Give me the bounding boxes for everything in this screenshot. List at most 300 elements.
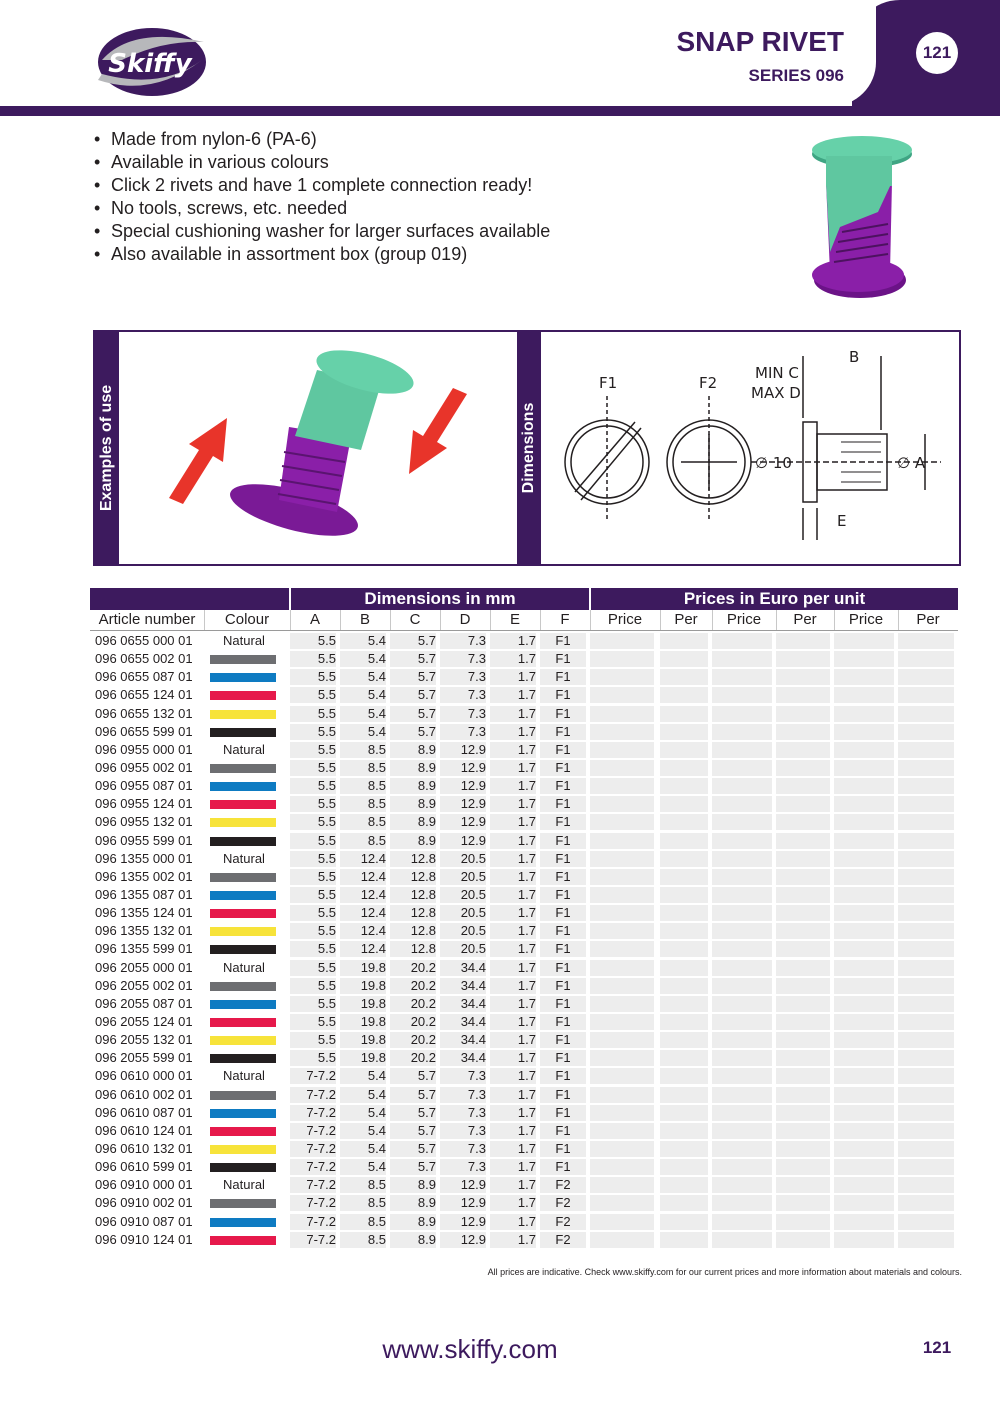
dimension-cell: 1.7 [490,1014,536,1030]
price-cell [590,1105,654,1121]
price-cell [776,905,830,921]
form-cell: F1 [540,833,586,849]
article-number: 096 0655 002 01 [95,651,205,667]
column-header: B [359,611,370,628]
dimension-cell: 5.5 [290,724,336,740]
price-cell [834,1014,894,1030]
label-f1: F1 [599,374,618,392]
dimension-cell: 12.8 [390,887,436,903]
colour-swatch [210,728,276,737]
colour-swatch [210,982,276,991]
price-cell [898,905,954,921]
dimensions-label-bar [517,332,541,564]
logo-text: Skiffy [108,49,192,79]
price-cell [590,724,654,740]
price-cell [660,814,708,830]
price-cell [776,724,830,740]
feature-item: • Click 2 rivets and have 1 complete connection ready! [92,174,550,197]
form-cell: F1 [540,633,586,649]
table-row [90,668,958,686]
price-cell [660,941,708,957]
dimension-cell: 34.4 [440,1014,486,1030]
article-number: 096 2055 002 01 [95,978,205,994]
dimension-cell: 5.5 [290,833,336,849]
table-row [90,1122,958,1140]
form-cell: F1 [540,1141,586,1157]
price-cell [776,1050,830,1066]
product-table-body [90,632,958,1249]
price-cell [898,1177,954,1193]
price-cell [834,814,894,830]
label-b: B [849,348,860,366]
price-cell [712,960,772,976]
dimension-cell: 8.5 [340,1232,386,1248]
dimension-cell: 1.7 [490,633,536,649]
article-number: 096 0610 002 01 [95,1087,205,1103]
dimension-cell: 1.7 [490,814,536,830]
dimension-cell: 1.7 [490,724,536,740]
price-cell [712,1141,772,1157]
price-cell [776,1123,830,1139]
skiffy-logo [92,20,210,100]
article-number: 096 2055 132 01 [95,1032,205,1048]
dimension-cell: 5.5 [290,869,336,885]
article-number: 096 0955 132 01 [95,814,205,830]
form-cell: F1 [540,960,586,976]
website-link[interactable]: www.skiffy.com [382,1334,558,1364]
dimension-cell: 8.5 [340,742,386,758]
price-cell [898,887,954,903]
label-max-d: MAX D [751,384,801,402]
colour-swatch [210,1000,276,1009]
dimension-cell: 7-7.2 [290,1105,336,1121]
article-number: 096 0910 124 01 [95,1232,205,1248]
table-row [90,650,958,668]
table-row [90,759,958,777]
price-cell [898,941,954,957]
dimension-cell: 5.5 [290,633,336,649]
price-cell [898,669,954,685]
price-cell [590,833,654,849]
price-cell [660,1141,708,1157]
dimension-cell: 1.7 [490,960,536,976]
price-cell [834,869,894,885]
price-cell [712,905,772,921]
label-f2: F2 [699,374,718,392]
column-header: Colour [224,611,270,628]
dimension-cell: 7-7.2 [290,1068,336,1084]
price-cell [712,887,772,903]
price-cell [898,1141,954,1157]
dimension-cell: 1.7 [490,651,536,667]
dimension-cell: 1.7 [490,905,536,921]
form-cell: F2 [540,1195,586,1211]
page-subtitle: SERIES 096 [748,66,844,85]
price-cell [590,1214,654,1230]
dimension-cell: 5.4 [340,651,386,667]
dimension-cell: 5.7 [390,633,436,649]
dimension-cell: 20.5 [440,851,486,867]
dimension-cell: 1.7 [490,887,536,903]
price-cell [590,1177,654,1193]
dimension-cell: 1.7 [490,996,536,1012]
column-header: Per [916,611,940,628]
table-row [90,922,958,940]
price-cell [834,1050,894,1066]
table-row [90,1158,958,1176]
article-number: 096 0610 599 01 [95,1159,205,1175]
price-cell [712,633,772,649]
colour-swatch [210,1054,276,1063]
article-number: 096 0955 000 01 [95,742,205,758]
column-header: A [309,611,320,628]
dimension-cell: 1.7 [490,941,536,957]
dimension-cell: 5.5 [290,978,336,994]
dimension-cell: 1.7 [490,687,536,703]
price-cell [660,1050,708,1066]
price-cell [776,887,830,903]
form-cell: F1 [540,760,586,776]
price-cell [712,833,772,849]
colour-swatch [210,891,276,900]
dimension-cell: 7.3 [440,669,486,685]
price-cell [660,978,708,994]
form-cell: F1 [540,742,586,758]
price-cell [660,1195,708,1211]
price-cell [660,1214,708,1230]
dimension-cell: 5.5 [290,996,336,1012]
dimension-cell: 1.7 [490,1123,536,1139]
colour-label: Natural [223,633,265,648]
price-cell [660,633,708,649]
price-cell [776,1195,830,1211]
table-row [90,904,958,922]
feature-item: • Special cushioning washer for larger surfaces available [92,220,550,243]
examples-of-use-image [119,332,517,564]
price-cell [712,923,772,939]
price-cell [898,742,954,758]
form-cell: F1 [540,1032,586,1048]
feature-item: • Made from nylon-6 (PA-6) [92,128,550,151]
colour-label: Natural [223,959,265,975]
article-number: 096 0655 000 01 [95,633,205,649]
dimension-cell: 12.8 [390,851,436,867]
dimension-cell: 5.5 [290,1032,336,1048]
price-cell [898,923,954,939]
table-row [90,813,958,831]
price-cell [712,814,772,830]
colour-swatch [210,800,276,809]
dimensions-drawing [541,332,959,564]
dimension-cell: 20.2 [390,960,436,976]
price-cell [834,778,894,794]
dimension-cell: 19.8 [340,1032,386,1048]
price-cell [660,669,708,685]
dimension-cell: 7.3 [440,1159,486,1175]
colour-swatch [210,909,276,918]
article-number: 096 0655 599 01 [95,724,205,740]
price-cell [590,1087,654,1103]
column-header: Per [793,611,817,628]
price-cell [590,760,654,776]
price-cell [660,687,708,703]
price-cell [776,1159,830,1175]
price-cell [776,1068,830,1084]
price-cell [834,1214,894,1230]
price-cell [776,851,830,867]
price-cell [712,706,772,722]
price-cell [776,760,830,776]
table-row [90,686,958,704]
article-number: 096 0655 124 01 [95,687,205,703]
price-cell [834,887,894,903]
colour-label: Natural [223,1068,265,1084]
label-dia-a: ∅ A [897,454,926,472]
price-cell [776,706,830,722]
price-cell [898,1087,954,1103]
dimension-cell: 8.5 [340,814,386,830]
form-cell: F1 [540,941,586,957]
article-number: 096 0910 000 01 [95,1177,205,1193]
price-cell [660,706,708,722]
price-cell [712,1050,772,1066]
price-cell [834,923,894,939]
price-cell [776,633,830,649]
dimension-cell: 5.7 [390,1141,436,1157]
price-cell [834,706,894,722]
dimension-cell: 1.7 [490,1159,536,1175]
price-cell [660,960,708,976]
price-cell [776,778,830,794]
dimension-cell: 7.3 [440,1068,486,1084]
article-number: 096 2055 087 01 [95,996,205,1012]
colour-swatch [210,837,276,846]
colour-swatch [210,873,276,882]
dimension-cell: 1.7 [490,1068,536,1084]
dimension-cell: 1.7 [490,1195,536,1211]
article-number: 096 0610 132 01 [95,1141,205,1157]
price-cell [834,633,894,649]
dimension-cell: 1.7 [490,1105,536,1121]
table-row [90,1013,958,1031]
price-cell [660,833,708,849]
price-cell [898,706,954,722]
dimension-cell: 12.8 [390,869,436,885]
column-header: F [560,611,570,628]
price-cell [590,887,654,903]
colour-swatch [210,945,276,954]
article-number: 096 1355 087 01 [95,887,205,903]
colour-swatch [210,1163,276,1172]
price-cell [834,833,894,849]
dimension-cell: 5.4 [340,1087,386,1103]
price-cell [834,687,894,703]
price-cell [712,996,772,1012]
price-cell [590,651,654,667]
feature-item: • Available in various colours [92,151,550,174]
table-row [90,723,958,741]
price-cell [712,851,772,867]
price-cell [590,1195,654,1211]
form-cell: F1 [540,796,586,812]
price-cell [660,1014,708,1030]
dimension-cell: 12.9 [440,833,486,849]
table-row [90,1231,958,1249]
price-cell [590,851,654,867]
dimension-cell: 5.5 [290,851,336,867]
price-cell [898,1195,954,1211]
price-cell [590,1068,654,1084]
price-cell [660,996,708,1012]
price-cell [660,1105,708,1121]
price-cell [712,1032,772,1048]
colour-swatch [210,1218,276,1227]
colour-swatch [210,1036,276,1045]
form-cell: F1 [540,814,586,830]
article-number: 096 0955 002 01 [95,760,205,776]
dimension-cell: 7.3 [440,724,486,740]
dimension-cell: 5.7 [390,1159,436,1175]
price-cell [776,1087,830,1103]
dimension-cell: 1.7 [490,1214,536,1230]
price-cell [834,996,894,1012]
dimension-cell: 20.5 [440,869,486,885]
colour-swatch [210,691,276,700]
dimension-cell: 5.7 [390,1123,436,1139]
column-header: Price [848,611,884,628]
price-cell [660,1087,708,1103]
price-cell [776,1105,830,1121]
dimension-cell: 1.7 [490,778,536,794]
price-cell [834,669,894,685]
price-cell [898,1068,954,1084]
article-number: 096 1355 000 01 [95,851,205,867]
dimension-cell: 5.7 [390,706,436,722]
price-cell [834,1068,894,1084]
column-header: Price [726,611,762,628]
dimension-cell: 7-7.2 [290,1123,336,1139]
dimension-cell: 5.4 [340,633,386,649]
dimension-cell: 7-7.2 [290,1159,336,1175]
dimension-cell: 20.5 [440,923,486,939]
price-cell [712,724,772,740]
price-cell [712,1105,772,1121]
price-cell [712,869,772,885]
colour-swatch [210,710,276,719]
dimension-cell: 5.4 [340,669,386,685]
price-cell [898,1050,954,1066]
dimension-cell: 1.7 [490,1232,536,1248]
dimension-cell: 19.8 [340,960,386,976]
dimension-cell: 5.7 [390,1087,436,1103]
table-row [90,1194,958,1212]
article-number: 096 1355 599 01 [95,941,205,957]
dimension-cell: 12.8 [390,941,436,957]
column-header: C [409,611,421,628]
form-cell: F1 [540,1014,586,1030]
table-row [90,777,958,795]
dimension-cell: 34.4 [440,996,486,1012]
dimension-cell: 7.3 [440,633,486,649]
price-cell [898,996,954,1012]
price-cell [834,1232,894,1248]
article-number: 096 0910 002 01 [95,1195,205,1211]
article-number: 096 0655 132 01 [95,706,205,722]
price-cell [660,923,708,939]
price-cell [590,996,654,1012]
dimension-cell: 5.4 [340,687,386,703]
dimension-cell: 34.4 [440,1032,486,1048]
dimension-cell: 8.9 [390,742,436,758]
dimension-cell: 7-7.2 [290,1214,336,1230]
table-row [90,1049,958,1067]
price-cell [660,651,708,667]
dimension-cell: 19.8 [340,978,386,994]
dimension-cell: 5.7 [390,669,436,685]
form-cell: F1 [540,1068,586,1084]
dimension-cell: 1.7 [490,923,536,939]
dimension-cell: 8.5 [340,1195,386,1211]
dimensions-group-header: Dimensions in mm [291,588,589,610]
dimension-cell: 8.5 [340,833,386,849]
dimension-cell: 1.7 [490,1032,536,1048]
dimension-cell: 34.4 [440,1050,486,1066]
dimension-cell: 5.5 [290,960,336,976]
price-cell [590,1032,654,1048]
dimension-cell: 7.3 [440,687,486,703]
dimension-cell: 20.2 [390,978,436,994]
form-cell: F1 [540,1105,586,1121]
dimension-cell: 5.5 [290,941,336,957]
table-row [90,632,958,650]
dimension-cell: 8.9 [390,833,436,849]
dimension-cell: 5.4 [340,1141,386,1157]
article-number: 096 1355 002 01 [95,869,205,885]
article-number: 096 2055 599 01 [95,1050,205,1066]
dimension-cell: 5.5 [290,887,336,903]
price-cell [660,778,708,794]
article-number: 096 0955 087 01 [95,778,205,794]
form-cell: F1 [540,687,586,703]
dimension-cell: 1.7 [490,706,536,722]
price-cell [660,887,708,903]
column-header: Article number [98,611,196,628]
price-cell [776,941,830,957]
price-cell [660,1068,708,1084]
price-cell [660,1032,708,1048]
dimension-cell: 20.2 [390,996,436,1012]
price-cell [712,1068,772,1084]
price-cell [898,833,954,849]
dimension-cell: 34.4 [440,960,486,976]
dimension-cell: 5.5 [290,905,336,921]
dimension-cell: 8.9 [390,1195,436,1211]
price-cell [712,1123,772,1139]
colour-swatch [210,1109,276,1118]
price-cell [776,742,830,758]
dimension-cell: 7-7.2 [290,1195,336,1211]
price-cell [590,978,654,994]
dimension-cell: 5.4 [340,724,386,740]
table-row [90,741,958,759]
price-cell [712,687,772,703]
dimension-cell: 19.8 [340,1014,386,1030]
price-cell [590,1232,654,1248]
price-cell [712,941,772,957]
colour-swatch [210,1127,276,1136]
price-cell [590,923,654,939]
table-row [90,1104,958,1122]
